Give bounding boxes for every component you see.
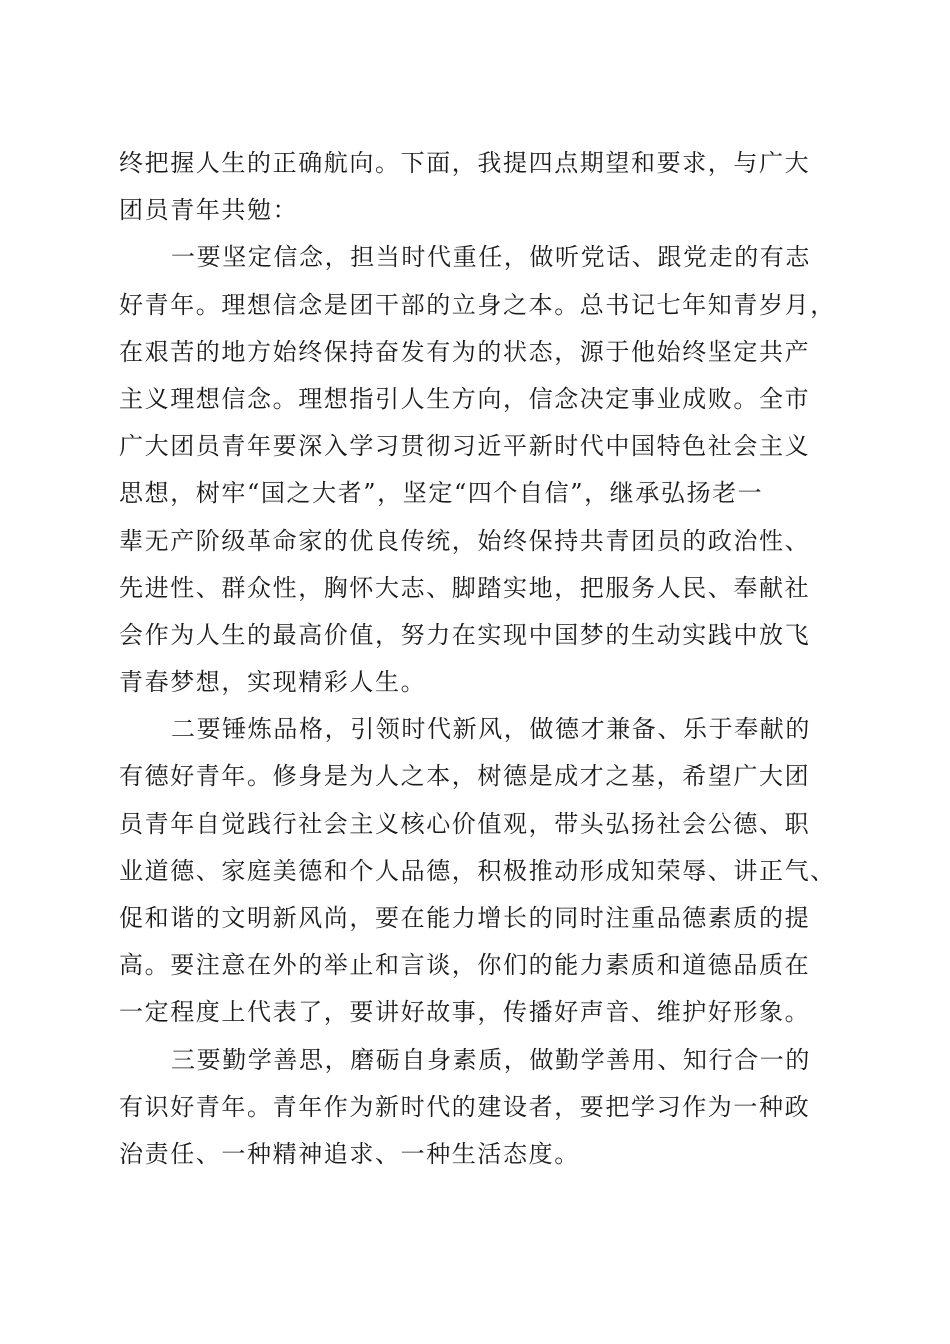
text-line: 促和谐的文明新风尚，要在能力增长的同时注重品德素质的提 bbox=[119, 904, 811, 932]
text-line: 员青年自觉践行社会主义核心价值观，带头弘扬社会公德、职 bbox=[119, 809, 811, 838]
text-line: 青春梦想，实现精彩人生。 bbox=[119, 668, 427, 697]
text-line: 先进性、群众性，胸怀大志、脚踏实地，把服务人民、奉献社 bbox=[119, 573, 811, 602]
text-line: 高。要注意在外的举止和言谈，你们的能力素质和道德品质在 bbox=[119, 951, 811, 980]
text-line: 治责任、一种精神追求、一种生活态度。 bbox=[119, 1139, 580, 1168]
text-line: 思想，树牢“国之大者”，坚定“四个自信”，继承弘扬老一 bbox=[119, 479, 764, 508]
text-line: 在艰苦的地方始终保持奋发有为的状态，源于他始终坚定共产 bbox=[119, 337, 811, 366]
text-line: 好青年。理想信念是团干部的立身之本。总书记七年知青岁月， bbox=[119, 290, 836, 319]
text-line: 业道德、家庭美德和个人品德，积极推动形成知荣辱、讲正气、 bbox=[119, 856, 836, 885]
text-line: 终把握人生的正确航向。下面，我提四点期望和要求，与广大 bbox=[119, 149, 811, 177]
text-line: 团员青年共勉： bbox=[119, 196, 299, 225]
text-line: 主义理想信念。理想指引人生方向，信念决定事业成败。全市 bbox=[119, 384, 811, 413]
paragraph-start-line: 二要锤炼品格，引领时代新风，做德才兼备、乐于奉献的 bbox=[171, 715, 811, 744]
text-line: 一定程度上代表了，要讲好故事，传播好声音、维护好形象。 bbox=[119, 998, 811, 1027]
text-line: 有德好青年。修身是为人之本，树德是成才之基，希望广大团 bbox=[119, 762, 811, 791]
paragraph-start-line: 一要坚定信念，担当时代重任，做听党话、跟党走的有志 bbox=[171, 243, 811, 272]
text-line: 辈无产阶级革命家的优良传统，始终保持共青团员的政治性、 bbox=[119, 526, 811, 555]
text-line: 广大团员青年要深入学习贯彻习近平新时代中国特色社会主义 bbox=[119, 432, 811, 461]
text-line: 会作为人生的最高价值，努力在实现中国梦的生动实践中放飞 bbox=[119, 620, 811, 649]
text-line: 有识好青年。青年作为新时代的建设者，要把学习作为一种政 bbox=[119, 1092, 811, 1121]
paragraph-start-line: 三要勤学善思，磨砺自身素质，做勤学善用、知行合一的 bbox=[171, 1045, 811, 1074]
document-body bbox=[119, 140, 836, 1178]
